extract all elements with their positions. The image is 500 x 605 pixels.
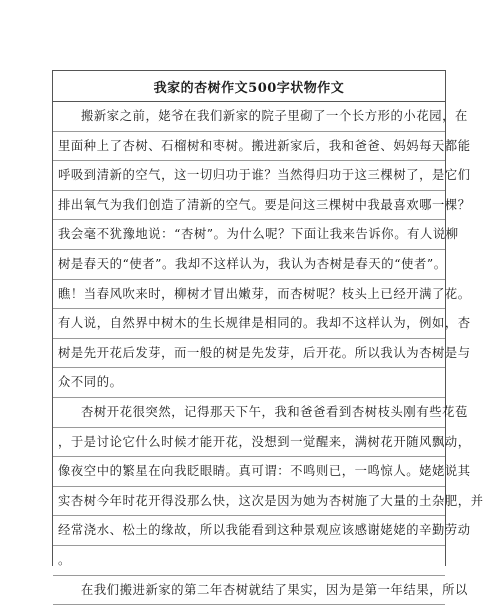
essay-line: 搬新家之前，姥爷在我们新家的院子里砌了一个长方形的小花园，在: [53, 102, 445, 132]
essay-title: 我家的杏树作文500字状物作文: [53, 71, 445, 102]
essay-line: 众不同的。: [53, 368, 445, 398]
essay-line: 呼吸到清新的空气，这一切归功于谁？当然得归功于这三棵树了，是它们: [53, 161, 445, 191]
essay-line: 实杏树今年时花开得没那么快，这次是因为她为杏树施了大量的土杂肥，并: [53, 487, 445, 517]
essay-line: 有人说，自然界中树木的生长规律是相同的。我却不这样认为，例如，杏: [53, 309, 445, 339]
essay-line: 。: [53, 546, 445, 576]
essay-line: 我会毫不犹豫地说：“杏树”。为什么呢？下面让我来告诉你。有人说柳: [53, 220, 445, 250]
essay-body: [53, 102, 445, 605]
essay-line: 像夜空中的繁星在向我眨眼睛。真可谓：不鸣则已，一鸣惊人。姥姥说其: [53, 457, 445, 487]
essay-line: 里面种上了杏树、石榴树和枣树。搬进新家后，我和爸爸、妈妈每天都能: [53, 132, 445, 162]
essay-line: 在我们搬进新家的第二年杏树就结了果实，因为是第一年结果，所以: [53, 576, 445, 605]
essay-line: 排出氧气为我们创造了清新的空气。要是问这三棵树中我最喜欢哪一棵？: [53, 191, 445, 221]
essay-line: 瞧！当春风吹来时，柳树才冒出嫩芽，而杏树呢？枝头上已经开满了花。: [53, 280, 445, 310]
essay-line: 树是先开花后发芽，而一般的树是先发芽，后开花。所以我认为杏树是与: [53, 339, 445, 369]
essay-line: 树是春天的“使者”。我却不这样认为，我认为杏树是春天的“使者”。: [53, 250, 445, 280]
essay-line: 经常浇水、松土的缘故，所以我能看到这种景观应该感谢姥姥的辛勤劳动: [53, 516, 445, 546]
essay-line: 杏树开花很突然，记得那天下午，我和爸爸看到杏树枝头刚有些花苞: [53, 398, 445, 428]
essay-line: ，于是讨论它什么时候才能开花，没想到一觉醒来，满树花开随风飘动，: [53, 428, 445, 458]
essay-sheet: [52, 70, 446, 566]
